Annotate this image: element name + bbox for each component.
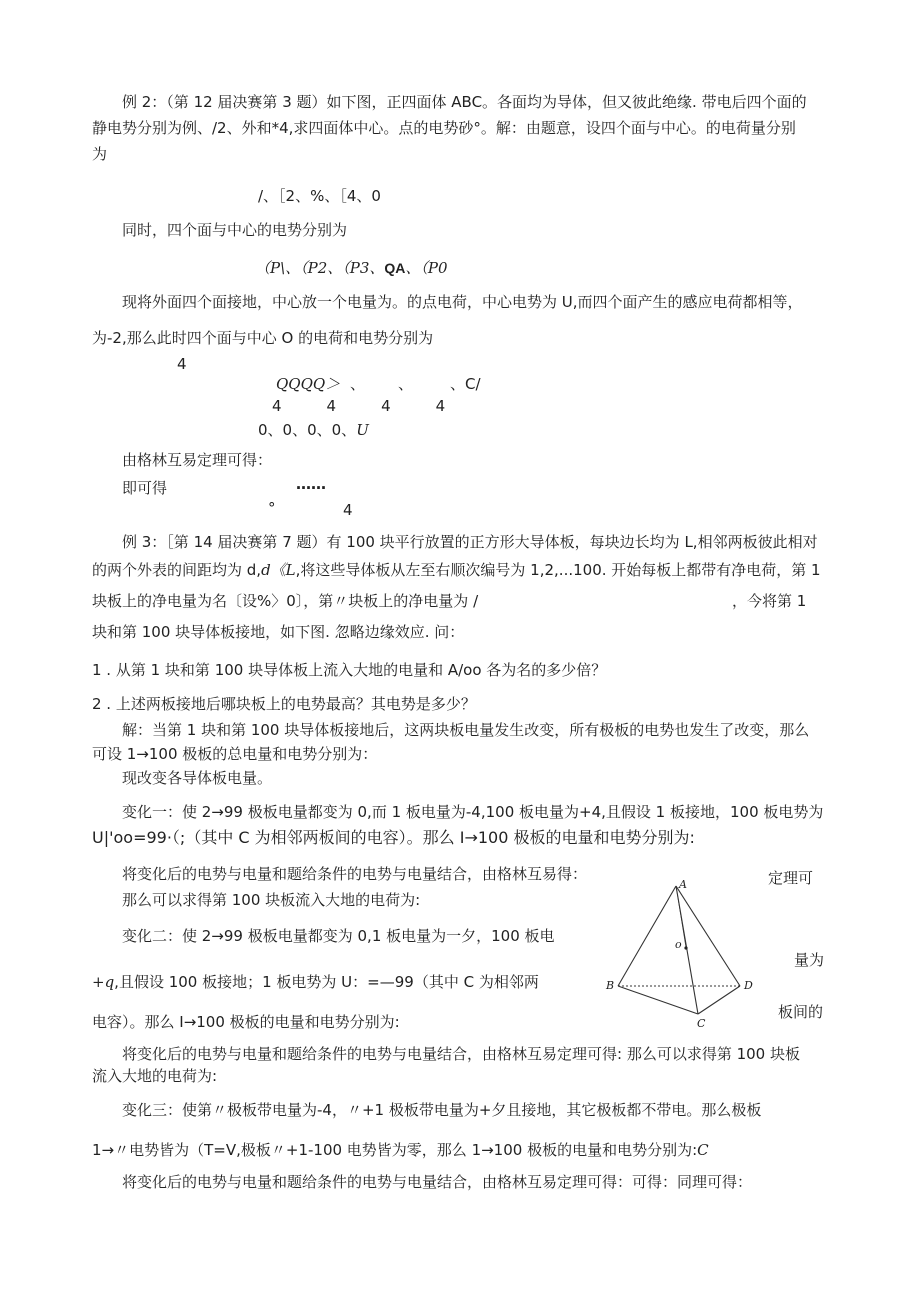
result-denominator: 4 bbox=[343, 501, 353, 519]
change-3-line-2-text: 1→〃电势皆为（T=V,极板〃+1-100 电势皆为零，那么 1→100 极板的电量和电势分别为: bbox=[92, 1141, 698, 1159]
edge-cd bbox=[698, 986, 740, 1014]
example-3-line-1: 例 3：［第 14 届决赛第 7 题）有 100 块平行放置的正方形大导体板，每块边长均为 L,相邻两板彼此相对 bbox=[122, 533, 818, 551]
potential-list-part-1: （P\、（P2、（P3、 bbox=[255, 259, 385, 277]
separator-3: 、C/ bbox=[450, 375, 481, 393]
change-1-line-1: 变化一：使 2→99 极板电量都变为 0,而 1 板电量为-4,100 板电量为+4,且假设 1 板接地，100 板电势为 bbox=[122, 803, 824, 821]
example-3-line-2-part-1: 的两个外表的间距均为 d, bbox=[92, 561, 262, 579]
vertex-label-b: B bbox=[606, 979, 615, 992]
change-2-line-3: 电容）。那么 I→100 极板的电量和电势分别为: bbox=[92, 1013, 400, 1031]
reciprocity-line: 由格林互易定理可得： bbox=[122, 451, 273, 469]
potential-list-part-2: QA bbox=[384, 260, 406, 276]
change-2-line-1-right: 量为 bbox=[794, 951, 825, 969]
potential-list-part-3: 、（P0 bbox=[405, 259, 448, 277]
degree-mark: ° bbox=[268, 499, 276, 517]
edge-ab bbox=[618, 886, 676, 986]
example-3-line-2 bbox=[92, 560, 821, 580]
change-2-line-1: 变化二：使 2→99 极板电量都变为 0,1 板电量为一夕，100 板电 bbox=[122, 927, 555, 945]
potential-intro: 同时，四个面与中心的电势分别为 bbox=[122, 221, 348, 239]
solution-line-2: 可设 1→100 极板的总电量和电势分别为： bbox=[92, 745, 378, 763]
example-3-line-4: 块和第 100 块导体板接地，如下图. 忽略边缘效应. 问： bbox=[92, 623, 465, 641]
solution-line-1: 解：当第 1 块和第 100 块导体板接地后，这两块板电量发生改变，所有极板的电势也发生了改变，那么 bbox=[122, 721, 810, 739]
vertex-label-c: C bbox=[697, 1017, 706, 1030]
example-3-line-2-part-3: ,将这些导体板从左至右顺次编号为 1,2,...100. 开始每板上都带有净电荷，第 1 bbox=[295, 561, 821, 579]
solution-line-3: 现改变各导体板电量。 bbox=[122, 769, 273, 787]
change-3-line-2-c: C bbox=[697, 1141, 709, 1159]
edge-ad bbox=[676, 886, 740, 986]
change-2-line-2-q: +q bbox=[92, 973, 115, 991]
result-label: 即可得 bbox=[122, 479, 168, 497]
tetrahedron-figure bbox=[600, 876, 770, 1036]
ellipsis: …… bbox=[296, 475, 326, 493]
change-2-line-4: 将变化后的电势与电量和题给条件的电势与电量结合，由格林互易定理可得: 那么可以求得第 100 块板 bbox=[122, 1045, 800, 1063]
vertex-label-a: A bbox=[679, 878, 687, 891]
question-2: 2 . 上述两板接地后哪块板上的电势最高？其电势是多少？ bbox=[92, 695, 476, 713]
example-3-line-3-end: ，今将第 1 bbox=[732, 592, 807, 610]
separator-2: 、 bbox=[398, 375, 414, 393]
zero-potentials-u: U bbox=[356, 421, 369, 439]
example-2-line-1: 例 2：（第 12 届决赛第 3 题）如下图，正四面体 ABC。各面均为导体，但又彼此绝缘. 带电后四个面的 bbox=[122, 93, 807, 111]
potential-list bbox=[255, 258, 448, 278]
separator-1: 、 bbox=[350, 375, 366, 393]
grounding-line-1: 现将外面四个面接地，中心放一个电量为。的点电荷，中心电势为 U,而四个面产生的感应电荷都相等， bbox=[122, 293, 803, 311]
question-1: 1 . 从第 1 块和第 100 块导体板上流入大地的电量和 A/oo 各为名的多少倍？ bbox=[92, 661, 607, 679]
change-1-line-3-right: 定理可 bbox=[768, 869, 814, 887]
example-3-line-2-part-2: d《L bbox=[261, 561, 296, 579]
center-label-o: o bbox=[675, 938, 682, 951]
fraction-denominators: 4 4 4 4 bbox=[272, 397, 446, 415]
example-2-line-2: 静电势分别为例、/2、外和*4,求四面体中心。点的电势砂°。解：由题意，设四个面与中心。的电荷量分别 bbox=[92, 119, 796, 137]
example-3-line-3: 块板上的净电量为名〔设%〉0〕，第〃块板上的净电量为 / bbox=[92, 592, 479, 610]
charge-list: /、［2、%、［4、0 bbox=[258, 187, 381, 205]
change-3-line-1: 变化三：使第〃极板带电量为-4，〃+1 极板带电量为+夕且接地，其它极板都不带电。那么极板 bbox=[122, 1101, 762, 1119]
center-point bbox=[684, 946, 687, 949]
edge-bc bbox=[618, 986, 698, 1014]
example-2-line-3: 为 bbox=[92, 145, 108, 163]
change-3-line-3: 将变化后的电势与电量和题给条件的电势与电量结合，由格林互易定理可得：可得：同理可得： bbox=[122, 1173, 753, 1191]
change-2-line-3-right: 板间的 bbox=[778, 1003, 824, 1021]
change-1-line-2: U|'oo=99·（;（其中 C 为相邻两板间的电容）。那么 I→100 极板的电量和电势分别为: bbox=[92, 828, 695, 847]
change-2-line-5: 流入大地的电荷为: bbox=[92, 1067, 218, 1085]
zero-potentials-values: 0、0、0、0、 bbox=[258, 421, 357, 439]
fraction-numerator: 4 bbox=[177, 355, 187, 373]
change-2-line-2-text: ,且假设 100 板接地；1 板电势为 U：=—99（其中 C 为相邻两 bbox=[114, 973, 539, 991]
zero-potentials bbox=[258, 420, 369, 440]
charge-fractions: QQQQ＞ bbox=[276, 375, 341, 393]
change-1-line-3: 将变化后的电势与电量和题给条件的电势与电量结合，由格林互易得： bbox=[122, 865, 588, 883]
change-1-line-4: 那么可以求得第 100 块板流入大地的电荷为: bbox=[122, 891, 421, 909]
change-2-line-2 bbox=[92, 972, 539, 992]
vertex-label-d: D bbox=[744, 979, 753, 992]
change-3-line-2 bbox=[92, 1140, 709, 1160]
grounding-line-2: 为-2,那么此时四个面与中心 O 的电荷和电势分别为 bbox=[92, 329, 434, 347]
